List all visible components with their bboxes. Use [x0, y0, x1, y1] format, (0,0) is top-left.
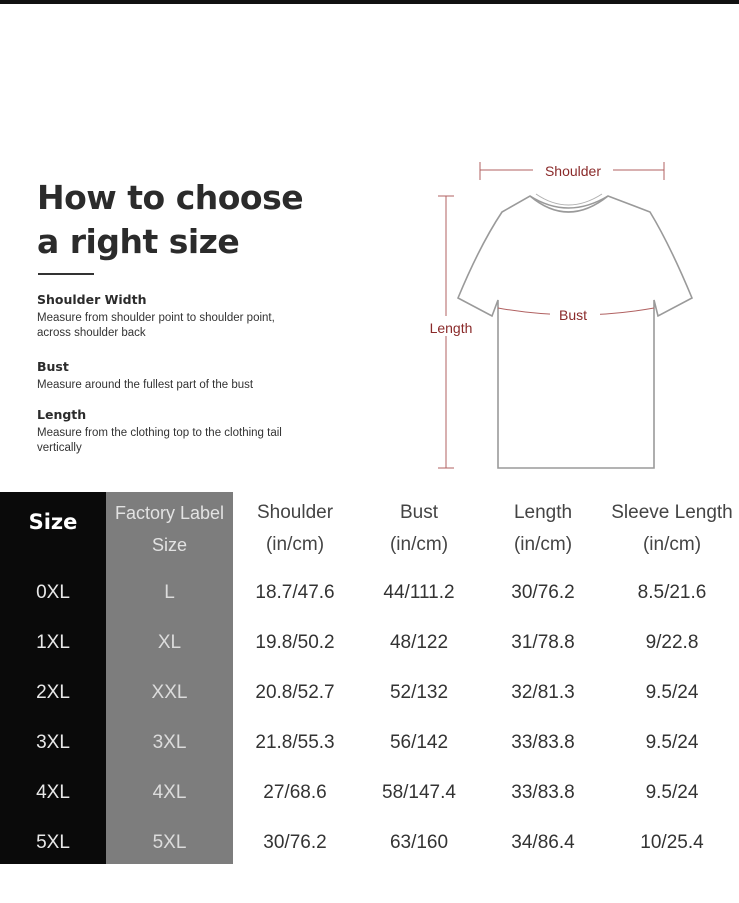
page-title	[37, 176, 303, 264]
cell-shoulder: 19.8/50.2	[255, 632, 335, 653]
header-length	[481, 497, 605, 561]
cell-bust: 63/160	[389, 832, 449, 853]
header-line: Length	[513, 502, 573, 523]
cell-factory-label: 5XL	[152, 832, 187, 853]
cell-shoulder: 30/76.2	[263, 832, 327, 853]
guide-shoulder-width	[37, 292, 367, 341]
cell-bust: 58/147.4	[382, 782, 456, 803]
header-line: (in/cm)	[389, 534, 449, 555]
cell-shoulder: 20.8/52.7	[255, 682, 335, 703]
cell-length: 32/81.3	[511, 682, 575, 703]
guide-description	[37, 311, 367, 341]
header-line: Bust	[399, 502, 439, 523]
header-line: Sleeve Length	[611, 502, 733, 523]
guide-line: across shoulder back	[37, 327, 146, 339]
cell-length: 33/83.8	[511, 732, 575, 753]
guide-line: Measure around the fullest part of the bust	[37, 379, 254, 391]
cell-sleeve-length: 10/25.4	[640, 832, 704, 853]
cell-sleeve-length: 9.5/24	[645, 682, 699, 703]
header-line: Shoulder	[256, 502, 334, 523]
header-sleeve-length	[605, 497, 739, 561]
header-shoulder	[233, 497, 357, 561]
title-line-2: a right size	[37, 222, 240, 261]
cell-sleeve-length: 9/22.8	[645, 632, 699, 653]
header-size: Size	[28, 510, 78, 534]
title-underline	[38, 273, 94, 275]
guide-length	[37, 407, 367, 456]
cell-size: 0XL	[36, 582, 70, 603]
cell-sleeve-length: 9.5/24	[645, 782, 699, 803]
cell-factory-label: XL	[157, 632, 182, 653]
header-line: (in/cm)	[513, 534, 573, 555]
cell-bust: 52/132	[389, 682, 449, 703]
cell-bust: 44/111.2	[383, 582, 455, 603]
length-label: Length	[429, 320, 473, 336]
cell-size: 1XL	[36, 632, 70, 653]
size-chart-table	[0, 492, 739, 864]
shoulder-label: Shoulder	[544, 163, 602, 179]
cell-shoulder: 18.7/47.6	[255, 582, 335, 603]
header-line: (in/cm)	[265, 534, 325, 555]
header-line: Factory Label	[114, 503, 225, 523]
cell-sleeve-length: 8.5/21.6	[637, 582, 707, 603]
cell-length: 30/76.2	[511, 582, 575, 603]
cell-size: 2XL	[36, 682, 70, 703]
top-border	[0, 0, 739, 4]
cell-factory-label: 3XL	[152, 732, 187, 753]
guide-title: Length	[37, 407, 87, 422]
header-line: (in/cm)	[642, 534, 702, 555]
title-line-1: How to choose	[37, 178, 304, 217]
cell-bust: 56/142	[389, 732, 449, 753]
header-line: Size	[151, 535, 187, 555]
cell-shoulder: 27/68.6	[263, 782, 327, 803]
cell-size: 5XL	[36, 832, 70, 853]
cell-factory-label: L	[164, 582, 175, 603]
guide-line: vertically	[37, 442, 82, 454]
guide-line: Measure from shoulder point to shoulder point,	[37, 312, 275, 324]
cell-bust: 48/122	[389, 632, 449, 653]
cell-size: 3XL	[36, 732, 70, 753]
guide-title: Bust	[37, 359, 69, 374]
cell-length: 33/83.8	[511, 782, 575, 803]
cell-factory-label: XXL	[151, 682, 188, 703]
cell-shoulder: 21.8/55.3	[255, 732, 335, 753]
cell-sleeve-length: 9.5/24	[645, 732, 699, 753]
guide-bust	[37, 359, 367, 393]
guide-description	[37, 426, 367, 456]
cell-length: 31/78.8	[511, 632, 575, 653]
header-bust	[357, 497, 481, 561]
tshirt-outline	[458, 196, 692, 468]
guide-title: Shoulder Width	[37, 292, 147, 307]
guide-description	[37, 378, 367, 393]
cell-length: 34/86.4	[511, 832, 575, 853]
header-factory-label	[106, 497, 233, 561]
guide-line: Measure from the clothing top to the clothing tail	[37, 427, 282, 439]
cell-size: 4XL	[36, 782, 70, 803]
cell-factory-label: 4XL	[152, 782, 187, 803]
tshirt-diagram	[418, 150, 708, 480]
bust-label: Bust	[558, 307, 588, 323]
